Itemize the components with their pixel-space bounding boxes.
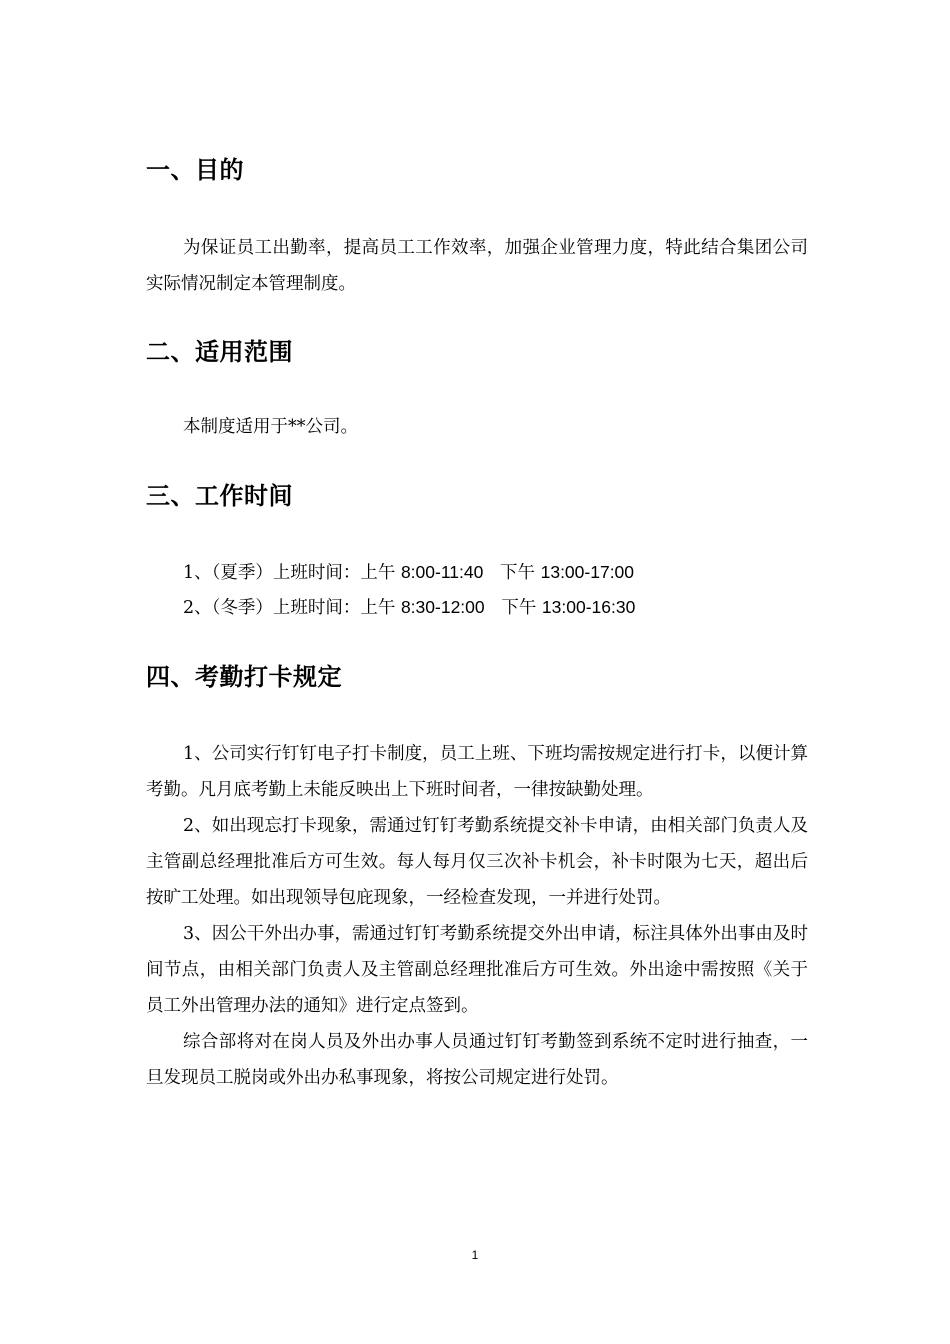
paragraph-rule-3: 3、因公干外出办事，需通过钉钉考勤系统提交外出申请，标注具体外出事由及时间节点，由相关部门负责人及主管副总经理批准后方可生效。外出途中需按照《关于员工外出管理办法的通知》进行定点签到。 [146,924,808,1016]
paragraph-purpose: 为保证员工出勤率，提高员工工作效率，加强企业管理力度，特此结合集团公司实际情况制定本管理制度。 [146,238,808,294]
schedule-winter-mid: 下午 [484,598,542,618]
schedule-summer-morning: 8:00-11:40 [400,562,484,582]
schedule-summer-mid: 下午 [483,563,541,583]
section-heading-work-hours: 三、工作时间 [146,482,293,510]
section-heading-attendance-rules: 四、考勤打卡规定 [146,663,342,691]
schedule-summer-prefix: 1、（夏季）上班时间：上午 [183,563,401,583]
section-heading-purpose: 一、目的 [146,156,244,184]
paragraph-rule-1: 1、公司实行钉钉电子打卡制度，员工上班、下班均需按规定进行打卡，以便计算考勤。凡月底考勤上未能反映出上下班时间者，一律按缺勤处理。 [146,744,808,800]
section-heading-scope: 二、适用范围 [146,338,293,366]
schedule-line-winter [183,589,635,626]
schedule-winter-morning: 8:30-12:00 [400,597,485,617]
paragraph-scope: 本制度适用于**公司。 [183,417,358,437]
schedule-winter-afternoon: 13:00-16:30 [541,597,636,617]
paragraph-rule-2: 2、如出现忘打卡现象，需通过钉钉考勤系统提交补卡申请，由相关部门负责人及主管副总经理批准后方可生效。每人每月仅三次补卡机会，补卡时限为七天，超出后按旷工处理。如出现领导包庇现象，一经检查发现，一并进行处罚。 [146,816,808,908]
schedule-winter-prefix: 2、（冬季）上班时间：上午 [183,598,401,618]
page-number: 1 [471,1248,479,1262]
schedule-summer-afternoon: 13:00-17:00 [540,562,635,582]
paragraph-spot-check: 综合部将对在岗人员及外出办事人员通过钉钉考勤签到系统不定时进行抽查，一旦发现员工脱岗或外出办私事现象，将按公司规定进行处罚。 [146,1032,808,1088]
schedule-line-summer [183,554,634,591]
